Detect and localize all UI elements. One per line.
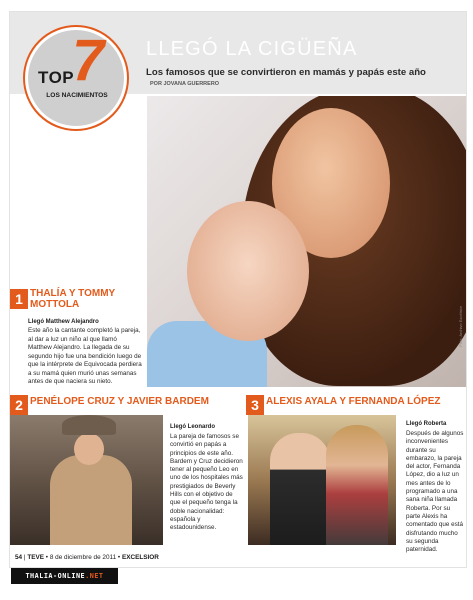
story-2-body: La pareja de famosos se convirtió en papás a principios de este año. Bardem y Cruz decidieron tener al pequeño Leo en uno de los hospitales más prestigiados de Beverly Hills con el objetivo de que el pequeño tenga la doble nacionalidad: española y estadounidense. xyxy=(170,433,243,532)
page-footer: 54 | TEVE • 8 de diciembre de 2011 • EXCELSIOR xyxy=(15,554,159,561)
story-3-body: Después de algunos inconvenientes durante su embarazo, la pareja del actor, Fernanda López, dio a luz un mes antes de lo programado a una sana niña llamada Roberta. Por su parte Alexis ha comentado que está disfrutando mucho su segunda paternidad. xyxy=(406,430,464,554)
story-1-body: Este año la cantante completó la pareja, al dar a luz un niño al que llamó Matthew Alejandro. La llegada de su segundo hijo fue una bendición luego de que la intérprete de Equivocada perdiera a su mamá quien murió unas semanas antes de que naciera su nieto. xyxy=(28,327,142,385)
story-2-subhead: Llegó Leonardo xyxy=(170,424,215,430)
watermark-suffix: .NET xyxy=(85,572,104,580)
photo-credit: Foto: Archivo Excélsior xyxy=(458,306,463,347)
story-3-headline: ALEXIS AYALA Y FERNANDA LÓPEZ xyxy=(266,396,441,407)
hero-baby-head xyxy=(187,201,309,341)
story-2-face-shape xyxy=(74,433,104,465)
top7-badge xyxy=(25,27,127,129)
story-3-woman-shape xyxy=(326,425,388,545)
page-title: LLEGÓ LA CIGÜEÑA xyxy=(146,38,358,60)
story-2-coat-shape xyxy=(50,455,132,545)
story-1-subhead: Llegó Matthew Alejandro xyxy=(28,319,99,325)
badge-top-label: TOP xyxy=(38,68,75,87)
story-3-man-shape xyxy=(270,433,330,545)
page-subtitle: Los famosos que se convirtieron en mamás y papás este año xyxy=(146,67,426,78)
story-1-headline: THALÍA Y TOMMY MOTTOLA xyxy=(30,288,116,310)
story-2-hat-shape xyxy=(62,415,116,435)
story-2-headline: PENÉLOPE CRUZ Y JAVIER BARDEM xyxy=(30,396,209,407)
hero-photo xyxy=(147,96,466,387)
story-1-number: 1 xyxy=(10,289,28,309)
story-3-subhead: Llegó Roberta xyxy=(406,421,447,427)
badge-number: 7 xyxy=(72,28,105,93)
footer-publication: EXCELSIOR xyxy=(121,554,159,561)
story-2-number: 2 xyxy=(10,395,28,415)
footer-section: TEVE xyxy=(27,554,45,561)
site-watermark xyxy=(11,568,118,584)
watermark-prefix: THALIA-ONLINE xyxy=(25,572,86,580)
badge-subtitle: LOS NACIMIENTOS xyxy=(46,92,108,99)
story-2-photo xyxy=(10,415,163,545)
footer-date: 8 de diciembre de 2011 xyxy=(49,554,117,561)
story-3-number: 3 xyxy=(246,395,264,415)
magazine-page xyxy=(9,11,467,568)
byline: POR JOVANA GUERRERO xyxy=(150,81,220,87)
footer-page-number: 54 xyxy=(15,554,23,561)
story-3-photo xyxy=(248,415,396,545)
